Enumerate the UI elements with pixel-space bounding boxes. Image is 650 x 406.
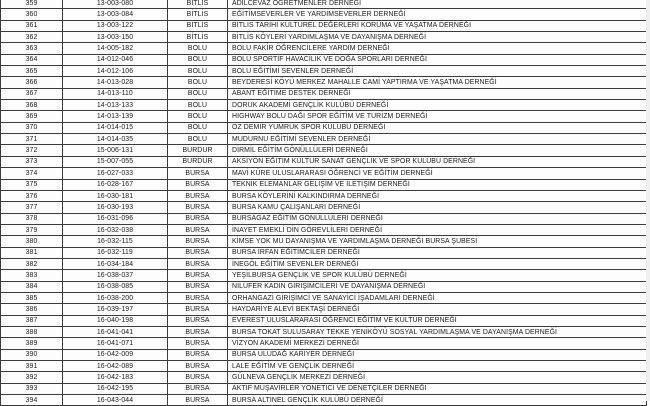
city-cell: BOLU: [168, 66, 228, 77]
row-number-cell: 359: [1, 0, 63, 9]
row-number-cell: 386: [1, 304, 63, 315]
registry-code-cell: 16-034-184: [63, 258, 168, 269]
registry-code-cell: 14-013-110: [63, 88, 168, 99]
table-row: [1, 326, 647, 337]
city-cell: BOLU: [168, 111, 228, 122]
registry-code-cell: 15-007-055: [63, 156, 168, 167]
registry-code-cell: 16-028-167: [63, 179, 168, 190]
city-cell: BURSA: [168, 258, 228, 269]
city-cell: BURSA: [168, 190, 228, 201]
registry-code-cell: 16-030-193: [63, 202, 168, 213]
association-name-cell: LALE EĞİTİM VE GENÇLİK DERNEĞİ: [228, 361, 647, 372]
row-number-cell: 373: [1, 156, 63, 167]
association-name-cell: BOLU EĞİTİMİ SEVENLER DERNEĞİ: [228, 66, 647, 77]
row-number-cell: 380: [1, 236, 63, 247]
row-number-cell: 385: [1, 292, 63, 303]
registry-code-cell: 13-003-122: [63, 20, 168, 31]
association-name-cell: KİMSE YOK MU DAYANIŞMA VE YARDIMLAŞMA DERNEĞİ BURSA ŞUBESİ: [228, 236, 647, 247]
row-number-cell: 394: [1, 395, 63, 406]
table-row: [1, 156, 647, 167]
table-row: [1, 224, 647, 235]
table-row: [1, 66, 647, 77]
row-number-cell: 368: [1, 100, 63, 111]
page-edge: [646, 0, 650, 401]
city-cell: BOLU: [168, 134, 228, 145]
row-number-cell: 360: [1, 9, 63, 20]
city-cell: BURSA: [168, 383, 228, 394]
row-number-cell: 364: [1, 54, 63, 65]
city-cell: BİTLİS: [168, 20, 228, 31]
table-row: [1, 0, 647, 9]
row-number-cell: 390: [1, 349, 63, 360]
city-cell: BURSA: [168, 168, 228, 179]
city-cell: BURSA: [168, 361, 228, 372]
city-cell: BURSA: [168, 292, 228, 303]
city-cell: BURDUR: [168, 156, 228, 167]
association-name-cell: BEYDERESİ KÖYÜ MERKEZ MAHALLE CAMİ YAPTIRMA VE YAŞATMA DERNEĞİ: [228, 77, 647, 88]
association-name-cell: MAVİ KÜRE ULUSLARARASI ÖĞRENCİ VE EĞİTİM DERNEĞİ: [228, 168, 647, 179]
row-number-cell: 378: [1, 213, 63, 224]
row-number-cell: 393: [1, 383, 63, 394]
table-row: [1, 361, 647, 372]
association-name-cell: DİRMİL EĞİTİM GÖNÜLLÜLERİ DERNEĞİ: [228, 145, 647, 156]
row-number-cell: 370: [1, 122, 63, 133]
association-name-cell: NİLÜFER KADIN GİRİŞİMCİLERİ VE DAYANIŞMA DERNEĞİ: [228, 281, 647, 292]
registry-code-cell: 16-030-181: [63, 190, 168, 201]
city-cell: BURSA: [168, 338, 228, 349]
table-row: [1, 43, 647, 54]
table-row: [1, 32, 647, 43]
registry-code-cell: 14-013-139: [63, 111, 168, 122]
registry-code-cell: 13-003-150: [63, 32, 168, 43]
registry-code-cell: 16-042-183: [63, 372, 168, 383]
registry-code-cell: 16-031-096: [63, 213, 168, 224]
association-name-cell: HAYDARİYE ALEVİ BEKTAŞİ DERNEĞİ: [228, 304, 647, 315]
association-name-cell: BİTLİS TARİHİ KÜLTÜREL DEĞERLERİ KORUMA VE YAŞATMA DERNEĞİ: [228, 20, 647, 31]
city-cell: BURSA: [168, 315, 228, 326]
row-number-cell: 381: [1, 247, 63, 258]
city-cell: BURSA: [168, 247, 228, 258]
city-cell: BURSA: [168, 202, 228, 213]
row-number-cell: 387: [1, 315, 63, 326]
city-cell: BOLU: [168, 77, 228, 88]
table-row: [1, 281, 647, 292]
registry-code-cell: 16-038-085: [63, 281, 168, 292]
city-cell: BURSA: [168, 236, 228, 247]
row-number-cell: 372: [1, 145, 63, 156]
registry-code-cell: 16-038-200: [63, 292, 168, 303]
city-cell: BURSA: [168, 349, 228, 360]
association-name-cell: EĞİTİMSEVERLER VE YARDIMSEVERLER DERNEĞİ: [228, 9, 647, 20]
table-row: [1, 168, 647, 179]
association-name-cell: BOLU SPORTİF HAVACILIK VE DOĞA SPORLARI DERNEĞİ: [228, 54, 647, 65]
association-name-cell: AKSİYON EĞİTİM KÜLTÜR SANAT GENÇLİK VE SPOR KULÜBÜ DERNEĞİ: [228, 156, 647, 167]
city-cell: BURSA: [168, 213, 228, 224]
registry-code-cell: 13-003-084: [63, 9, 168, 20]
city-cell: BOLU: [168, 54, 228, 65]
table-row: [1, 77, 647, 88]
table-row: [1, 190, 647, 201]
association-name-cell: İNEGÖL EĞİTİM SEVENLER DERNEĞİ: [228, 258, 647, 269]
registry-code-cell: 14-013-028: [63, 77, 168, 88]
city-cell: BURSA: [168, 304, 228, 315]
association-name-cell: DORUK AKADEMİ GENÇLİK KULÜBÜ DERNEĞİ: [228, 100, 647, 111]
registry-code-cell: 16-042-089: [63, 361, 168, 372]
registry-code-cell: 14-012-106: [63, 66, 168, 77]
row-number-cell: 389: [1, 338, 63, 349]
registry-code-cell: 16-042-009: [63, 349, 168, 360]
row-number-cell: 365: [1, 66, 63, 77]
city-cell: BURSA: [168, 224, 228, 235]
registry-code-cell: 16-039-197: [63, 304, 168, 315]
registry-code-cell: 14-005-182: [63, 43, 168, 54]
row-number-cell: 362: [1, 32, 63, 43]
registry-code-cell: 16-042-195: [63, 383, 168, 394]
row-number-cell: 384: [1, 281, 63, 292]
association-name-cell: BOLU FAKİR ÖĞRENCİLERE YARDIM DERNEĞİ: [228, 43, 647, 54]
table-row: [1, 270, 647, 281]
table-row: [1, 134, 647, 145]
table-row: [1, 122, 647, 133]
table-row: [1, 179, 647, 190]
association-name-cell: GÜLNEVA GENÇLİK MERKEZİ DERNEĞİ: [228, 372, 647, 383]
city-cell: BİTLİS: [168, 9, 228, 20]
association-name-cell: HIGHWAY BOLU DAĞI SPOR EĞİTİM VE TURİZM DERNEĞİ: [228, 111, 647, 122]
row-number-cell: 367: [1, 88, 63, 99]
city-cell: BURDUR: [168, 145, 228, 156]
row-number-cell: 375: [1, 179, 63, 190]
association-name-cell: ADİLCEVAZ ÖĞRETMENLER DERNEĞİ: [228, 0, 647, 9]
table-row: [1, 54, 647, 65]
registry-code-cell: 16-038-037: [63, 270, 168, 281]
table-row: [1, 20, 647, 31]
registry-code-cell: 14-014-035: [63, 134, 168, 145]
row-number-cell: 369: [1, 111, 63, 122]
table-row: [1, 315, 647, 326]
association-name-cell: BURSA ULUDAĞ KARİYER DERNEĞİ: [228, 349, 647, 360]
registry-code-cell: 16-032-115: [63, 236, 168, 247]
city-cell: BOLU: [168, 122, 228, 133]
row-number-cell: 383: [1, 270, 63, 281]
association-name-cell: AKTİF MÜŞAVİRLER YÖNETİCİ VE DENETÇİLER DERNEĞİ: [228, 383, 647, 394]
table-row: [1, 338, 647, 349]
table-row: [1, 304, 647, 315]
association-name-cell: VİZYON AKADEMİ MERKEZİ DERNEĞİ: [228, 338, 647, 349]
row-number-cell: 392: [1, 372, 63, 383]
association-name-cell: MUDURNU EĞİTİMİ SEVENLER DERNEĞİ: [228, 134, 647, 145]
registry-code-cell: 14-014-015: [63, 122, 168, 133]
row-number-cell: 379: [1, 224, 63, 235]
table-row: [1, 145, 647, 156]
association-name-cell: ORHANGAZİ GİRİŞİMCİ VE SANAYİCİ İŞADAMLARI DERNEĞİ: [228, 292, 647, 303]
table-row: [1, 292, 647, 303]
table-row: [1, 236, 647, 247]
association-name-cell: ÖZ DEMİR YUMRUK SPOR KULÜBÜ DERNEĞİ: [228, 122, 647, 133]
table-row: [1, 100, 647, 111]
row-number-cell: 374: [1, 168, 63, 179]
registry-code-cell: 13-003-080: [63, 0, 168, 9]
city-cell: BOLU: [168, 100, 228, 111]
association-name-cell: BİTLİS KÖYLERİ YARDIMLAŞMA VE DAYANIŞMA DERNEĞİ: [228, 32, 647, 43]
row-number-cell: 391: [1, 361, 63, 372]
table-row: [1, 383, 647, 394]
registry-code-cell: 16-032-119: [63, 247, 168, 258]
row-number-cell: 388: [1, 326, 63, 337]
registry-code-cell: 16-043-044: [63, 395, 168, 406]
registry-code-cell: 16-040-198: [63, 315, 168, 326]
city-cell: BURSA: [168, 281, 228, 292]
table-row: [1, 395, 647, 406]
table-row: [1, 349, 647, 360]
city-cell: BİTLİS: [168, 32, 228, 43]
table-row: [1, 111, 647, 122]
association-name-cell: ABANT EĞİTİME DESTEK DERNEĞİ: [228, 88, 647, 99]
table-row: [1, 372, 647, 383]
city-cell: BİTLİS: [168, 0, 228, 9]
registry-code-cell: 16-041-071: [63, 338, 168, 349]
row-number-cell: 361: [1, 20, 63, 31]
association-name-cell: BURSA TOKAT SULUSARAY TEKKE YENİKÖYÜ SOSYAL YARDIMLAŞMA VE DAYANIŞMA DERNEĞİ: [228, 326, 647, 337]
registry-code-cell: 16-027-033: [63, 168, 168, 179]
registry-code-cell: 14-013-133: [63, 100, 168, 111]
table-row: [1, 88, 647, 99]
table-row: [1, 247, 647, 258]
registry-code-cell: 15-006-131: [63, 145, 168, 156]
city-cell: BURSA: [168, 179, 228, 190]
association-name-cell: BURSA KAMU ÇALIŞANLARI DERNEĞİ: [228, 202, 647, 213]
table-row: [1, 213, 647, 224]
association-name-cell: TEKNİK ELEMANLAR GELİŞİM VE İLETİŞİM DERNEĞİ: [228, 179, 647, 190]
row-number-cell: 376: [1, 190, 63, 201]
association-name-cell: İNAYET EMEKLİ DİN GÖREVLİLERİ DERNEĞİ: [228, 224, 647, 235]
registry-code-cell: 16-032-038: [63, 224, 168, 235]
association-name-cell: BURSA KÖYLERİNİ KALKINDIRMA DERNEĞİ: [228, 190, 647, 201]
city-cell: BURSA: [168, 326, 228, 337]
row-number-cell: 366: [1, 77, 63, 88]
row-number-cell: 382: [1, 258, 63, 269]
table-row: [1, 258, 647, 269]
city-cell: BOLU: [168, 43, 228, 54]
row-number-cell: 377: [1, 202, 63, 213]
association-name-cell: EVEREST ULUSLARARASI ÖĞRENCİ EĞİTİM VE KÜLTÜR DERNEĞİ: [228, 315, 647, 326]
city-cell: BURSA: [168, 270, 228, 281]
table-row: [1, 9, 647, 20]
association-name-cell: BURSA İRFAN EĞİTİMCİLER DERNEĞİ: [228, 247, 647, 258]
table-row: [1, 202, 647, 213]
association-name-cell: BURSAGAZ EĞİTİM GÖNÜLLÜLERİ DERNEĞİ: [228, 213, 647, 224]
association-name-cell: YEŞİLBURSA GENÇLİK VE SPOR KULÜBÜ DERNEĞİ: [228, 270, 647, 281]
association-name-cell: BURSA ALTINEL GENÇLİK KULÜBÜ DERNEĞİ: [228, 395, 647, 406]
registry-code-cell: 14-012-046: [63, 54, 168, 65]
city-cell: BURSA: [168, 395, 228, 406]
registry-code-cell: 16-041-041: [63, 326, 168, 337]
row-number-cell: 371: [1, 134, 63, 145]
city-cell: BOLU: [168, 88, 228, 99]
row-number-cell: 363: [1, 43, 63, 54]
table-body: [1, 0, 647, 406]
city-cell: BURSA: [168, 372, 228, 383]
